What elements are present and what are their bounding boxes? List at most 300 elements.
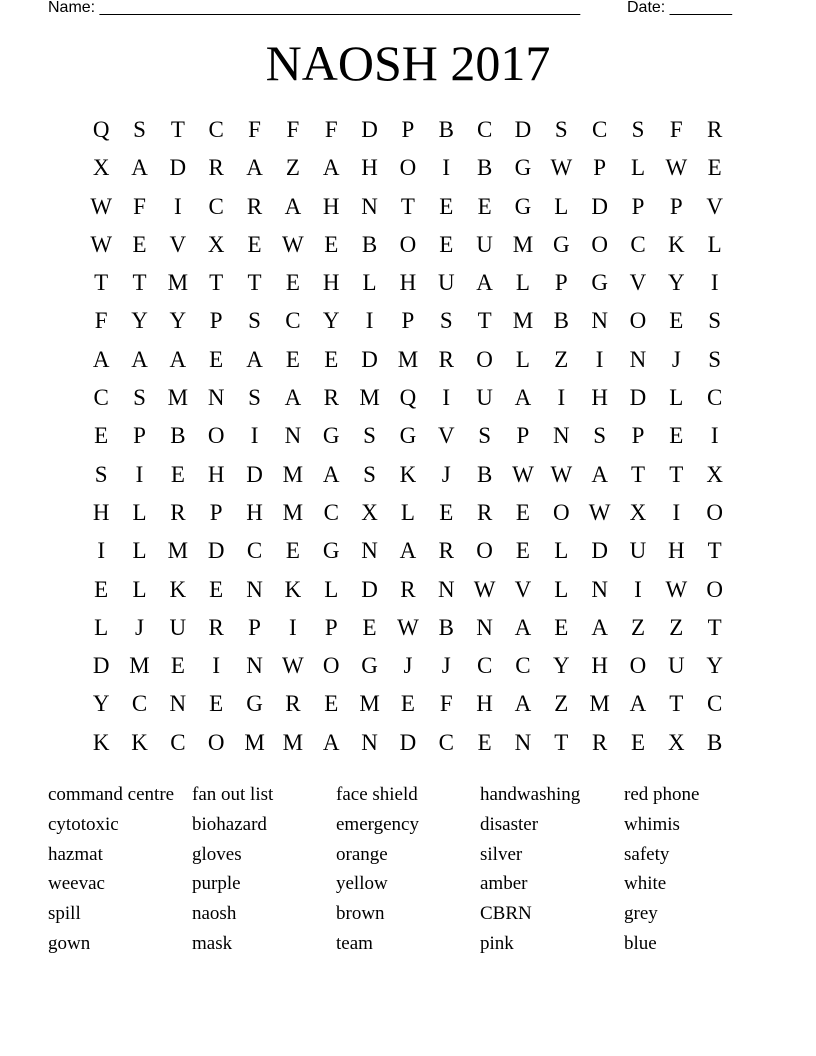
grid-letter: B bbox=[438, 117, 454, 142]
grid-letter: L bbox=[132, 499, 147, 525]
grid-letter: C bbox=[707, 385, 723, 411]
grid-letter: G bbox=[246, 691, 263, 717]
grid-letter: M bbox=[512, 308, 534, 334]
word-list-item: command centre bbox=[48, 784, 175, 805]
grid-row bbox=[82, 724, 734, 762]
grid-letter: N bbox=[361, 538, 378, 564]
grid-letter: F bbox=[439, 691, 453, 717]
grid-letter: L bbox=[94, 614, 109, 640]
grid-row bbox=[82, 188, 734, 226]
grid-letter: A bbox=[284, 385, 302, 411]
grid-letter: I bbox=[135, 461, 144, 487]
grid-letter: M bbox=[359, 385, 380, 411]
grid-letter: D bbox=[361, 117, 378, 142]
grid-letter: C bbox=[476, 117, 493, 142]
grid-letter: D bbox=[514, 117, 532, 142]
word-list-item: grey bbox=[624, 903, 658, 925]
grid-letter: H bbox=[92, 499, 110, 525]
grid-letter: P bbox=[209, 499, 223, 525]
grid-letter: R bbox=[208, 614, 224, 640]
grid-row bbox=[82, 302, 734, 340]
grid-letter: A bbox=[591, 614, 608, 640]
word-list-item: handwashing bbox=[480, 784, 581, 805]
grid-letter: J bbox=[671, 346, 681, 372]
grid-letter: P bbox=[209, 308, 223, 334]
grid-letter: C bbox=[323, 499, 339, 525]
grid-letter: E bbox=[170, 653, 185, 679]
grid-letter: C bbox=[208, 193, 224, 219]
grid-letter: S bbox=[708, 346, 722, 372]
grid-row bbox=[82, 571, 734, 609]
grid-letter: X bbox=[361, 499, 378, 525]
grid-letter: Z bbox=[554, 346, 569, 372]
grid-letter: F bbox=[133, 193, 146, 219]
grid-letter: T bbox=[209, 270, 224, 296]
grid-letter: Q bbox=[92, 117, 110, 142]
grid-letter: U bbox=[629, 538, 647, 564]
grid-letter: A bbox=[284, 193, 302, 219]
date-field: Date: _______ bbox=[627, 0, 732, 16]
grid-letter: E bbox=[324, 346, 339, 372]
grid-letter: E bbox=[400, 691, 415, 717]
grid-letter: S bbox=[248, 308, 261, 334]
grid-letter: T bbox=[132, 270, 147, 296]
grid-letter: C bbox=[476, 653, 493, 679]
grid-letter: R bbox=[285, 691, 301, 717]
grid-letter: S bbox=[708, 308, 722, 334]
grid-letter: R bbox=[400, 576, 416, 602]
grid-letter: N bbox=[246, 653, 263, 679]
grid-letter: V bbox=[629, 270, 647, 296]
grid-letter: T bbox=[707, 538, 722, 564]
grid-letter: V bbox=[514, 576, 532, 602]
word-list-item: CBRN bbox=[480, 903, 532, 925]
grid-letter: E bbox=[477, 729, 492, 755]
word-list-item: silver bbox=[480, 843, 523, 865]
grid-letter: L bbox=[669, 385, 684, 411]
grid-letter: W bbox=[282, 653, 304, 679]
grid-letter: S bbox=[631, 117, 645, 142]
grid-letter: E bbox=[439, 193, 454, 219]
grid-letter: O bbox=[207, 729, 225, 755]
grid-letter: J bbox=[441, 653, 451, 679]
grid-letter: G bbox=[552, 231, 570, 257]
grid-letter: C bbox=[93, 385, 109, 411]
word-list-item: purple bbox=[192, 873, 241, 895]
word-list-item: weevac bbox=[48, 873, 105, 895]
grid-letter: O bbox=[476, 538, 493, 564]
word-list-item: yellow bbox=[336, 873, 388, 895]
grid-letter: C bbox=[438, 729, 454, 755]
name-field: Name: ______________________________________________________ bbox=[48, 0, 581, 16]
grid-letter: N bbox=[361, 729, 378, 755]
grid-letter: Z bbox=[630, 614, 646, 640]
grid-letter: O bbox=[706, 576, 723, 602]
word-list bbox=[48, 780, 744, 959]
grid-letter: K bbox=[169, 576, 187, 602]
word-column bbox=[624, 780, 744, 959]
grid-letter: L bbox=[554, 576, 569, 602]
grid-letter: P bbox=[669, 193, 683, 219]
grid-letter: B bbox=[361, 231, 378, 257]
grid-letter: C bbox=[208, 117, 224, 142]
grid-letter: I bbox=[672, 499, 681, 525]
grid-letter: T bbox=[170, 117, 185, 142]
grid-letter: O bbox=[706, 499, 723, 525]
grid-letter: E bbox=[515, 499, 530, 525]
grid-letter: A bbox=[246, 155, 263, 181]
grid-letter: S bbox=[94, 461, 108, 487]
grid-letter: I bbox=[97, 538, 105, 564]
grid-letter: O bbox=[207, 423, 225, 449]
grid-letter: I bbox=[212, 653, 221, 679]
grid-row bbox=[82, 685, 734, 723]
grid-letter: E bbox=[362, 614, 377, 640]
grid-letter: M bbox=[359, 691, 380, 717]
grid-letter: I bbox=[710, 270, 719, 296]
grid-letter: B bbox=[476, 461, 493, 487]
grid-letter: A bbox=[322, 461, 340, 487]
grid-letter: E bbox=[132, 231, 147, 257]
grid-letter: K bbox=[92, 729, 110, 755]
grid-letter: M bbox=[282, 499, 304, 525]
word-list-item: biohazard bbox=[192, 813, 267, 835]
grid-letter: T bbox=[669, 461, 684, 487]
grid-letter: L bbox=[707, 231, 722, 257]
grid-letter: E bbox=[669, 308, 684, 334]
grid-letter: A bbox=[169, 346, 187, 372]
grid-letter: I bbox=[634, 576, 642, 602]
grid-letter: E bbox=[209, 691, 224, 717]
grid-letter: N bbox=[591, 308, 608, 334]
grid-letter: G bbox=[514, 193, 532, 219]
word-list-item: cytotoxic bbox=[48, 813, 119, 835]
grid-letter: S bbox=[554, 117, 568, 142]
grid-letter: N bbox=[552, 423, 570, 449]
grid-letter: E bbox=[285, 346, 300, 372]
word-list-item: white bbox=[624, 873, 667, 895]
grid-letter: Y bbox=[92, 691, 110, 717]
word-list-item: spill bbox=[48, 903, 81, 925]
grid-letter: G bbox=[591, 270, 608, 296]
grid-letter: P bbox=[631, 193, 645, 219]
word-list-item: whimis bbox=[624, 813, 680, 835]
grid-letter: E bbox=[477, 193, 492, 219]
grid-letter: G bbox=[399, 423, 417, 449]
grid-row bbox=[82, 532, 734, 570]
word-list-item: amber bbox=[480, 873, 528, 895]
grid-letter: K bbox=[284, 576, 302, 602]
grid-letter: P bbox=[248, 614, 261, 640]
grid-letter: G bbox=[322, 423, 340, 449]
grid-letter: P bbox=[401, 308, 415, 334]
grid-letter: P bbox=[401, 117, 415, 142]
grid-letter: E bbox=[209, 346, 224, 372]
word-list-item: face shield bbox=[336, 784, 418, 805]
grid-letter: X bbox=[706, 461, 723, 487]
grid-letter: T bbox=[400, 193, 415, 219]
grid-letter: U bbox=[668, 653, 685, 679]
grid-letter: M bbox=[244, 729, 265, 755]
grid-letter: R bbox=[438, 538, 454, 564]
grid-letter: N bbox=[246, 576, 263, 602]
grid-letter: T bbox=[630, 461, 646, 487]
grid-letter: C bbox=[630, 231, 646, 257]
word-list-item: gown bbox=[48, 932, 91, 954]
grid-letter: B bbox=[707, 729, 723, 755]
grid-letter: M bbox=[589, 691, 610, 717]
grid-letter: S bbox=[593, 423, 607, 449]
grid-letter: N bbox=[437, 576, 455, 602]
grid-letter: Y bbox=[706, 653, 723, 679]
grid-letter: E bbox=[285, 270, 300, 296]
grid-letter: M bbox=[129, 653, 150, 679]
grid-letter: R bbox=[591, 729, 608, 755]
grid-letter: H bbox=[322, 193, 340, 219]
page-title: NAOSH 2017 bbox=[265, 35, 551, 91]
grid-letter: H bbox=[322, 270, 340, 296]
grid-letter: P bbox=[133, 423, 146, 449]
grid-letter: D bbox=[169, 155, 187, 181]
grid-letter: V bbox=[706, 193, 723, 219]
grid-letter: Y bbox=[131, 308, 148, 334]
grid-letter: M bbox=[282, 729, 304, 755]
grid-letter: E bbox=[247, 231, 262, 257]
word-list-item: red phone bbox=[624, 784, 700, 805]
grid-letter: K bbox=[399, 461, 417, 487]
grid-letter: I bbox=[289, 614, 297, 640]
word-search-grid bbox=[82, 111, 734, 762]
grid-letter: A bbox=[246, 346, 263, 372]
grid-letter: C bbox=[170, 729, 186, 755]
word-list-item: orange bbox=[336, 843, 388, 865]
grid-letter: L bbox=[132, 538, 147, 564]
grid-letter: W bbox=[665, 155, 688, 181]
word-list-item: emergency bbox=[336, 813, 419, 835]
grid-letter: T bbox=[669, 691, 684, 717]
grid-letter: N bbox=[476, 614, 493, 640]
grid-letter: Y bbox=[668, 270, 685, 296]
grid-letter: L bbox=[362, 270, 377, 296]
grid-letter: X bbox=[207, 231, 225, 257]
grid-letter: R bbox=[476, 499, 493, 525]
grid-letter: S bbox=[478, 423, 491, 449]
grid-letter: V bbox=[169, 231, 187, 257]
grid-letter: D bbox=[361, 576, 378, 602]
grid-row bbox=[82, 226, 734, 264]
grid-letter: D bbox=[92, 653, 110, 679]
grid-letter: D bbox=[591, 193, 608, 219]
grid-letter: I bbox=[557, 385, 566, 411]
grid-letter: E bbox=[554, 614, 569, 640]
grid-letter: R bbox=[246, 193, 263, 219]
grid-letter: W bbox=[473, 576, 496, 602]
word-list-item: pink bbox=[480, 932, 514, 954]
grid-letter: R bbox=[323, 385, 339, 411]
grid-letter: A bbox=[476, 270, 493, 296]
grid-letter: Q bbox=[399, 385, 417, 411]
grid-letter: I bbox=[174, 193, 182, 219]
grid-letter: R bbox=[707, 117, 723, 142]
grid-letter: E bbox=[439, 499, 454, 525]
grid-letter: M bbox=[397, 346, 419, 372]
grid-letter: T bbox=[477, 308, 492, 334]
grid-letter: W bbox=[90, 231, 113, 257]
grid-letter: S bbox=[248, 385, 261, 411]
grid-letter: N bbox=[284, 423, 302, 449]
grid-letter: Y bbox=[322, 308, 340, 334]
grid-letter: I bbox=[442, 155, 451, 181]
grid-letter: E bbox=[285, 538, 300, 564]
grid-row bbox=[82, 417, 734, 455]
grid-letter: D bbox=[207, 538, 225, 564]
grid-letter: H bbox=[476, 691, 493, 717]
word-list-item: fan out list bbox=[192, 784, 274, 805]
word-column bbox=[480, 780, 624, 959]
grid-letter: E bbox=[324, 691, 339, 717]
grid-letter: D bbox=[246, 461, 263, 487]
grid-letter: I bbox=[365, 308, 374, 334]
grid-letter: D bbox=[591, 538, 608, 564]
grid-letter: N bbox=[514, 729, 532, 755]
grid-letter: L bbox=[554, 193, 569, 219]
grid-letter: S bbox=[439, 308, 453, 334]
grid-letter: L bbox=[400, 499, 415, 525]
grid-letter: G bbox=[514, 155, 532, 181]
grid-row bbox=[82, 647, 734, 685]
grid-letter: W bbox=[588, 499, 611, 525]
word-list-item: team bbox=[336, 932, 373, 954]
grid-letter: H bbox=[207, 461, 225, 487]
grid-letter: J bbox=[403, 653, 413, 679]
grid-letter: N bbox=[169, 691, 187, 717]
grid-letter: P bbox=[593, 155, 607, 181]
grid-letter: Y bbox=[552, 653, 570, 679]
grid-letter: C bbox=[246, 538, 263, 564]
grid-letter: K bbox=[131, 729, 148, 755]
grid-letter: F bbox=[286, 117, 300, 142]
grid-letter: A bbox=[131, 155, 148, 181]
grid-row bbox=[82, 609, 734, 647]
word-list-item: brown bbox=[336, 903, 385, 925]
grid-letter: V bbox=[437, 423, 455, 449]
grid-letter: P bbox=[516, 423, 530, 449]
grid-row bbox=[82, 494, 734, 532]
grid-letter: P bbox=[324, 614, 338, 640]
grid-row bbox=[82, 379, 734, 417]
grid-letter: L bbox=[515, 346, 530, 372]
grid-letter: H bbox=[668, 538, 685, 564]
grid-letter: E bbox=[707, 155, 722, 181]
grid-letter: H bbox=[399, 270, 417, 296]
grid-letter: T bbox=[94, 270, 109, 296]
grid-letter: N bbox=[207, 385, 225, 411]
grid-letter: H bbox=[246, 499, 263, 525]
grid-letter: E bbox=[515, 538, 530, 564]
grid-letter: W bbox=[512, 461, 534, 487]
grid-letter: W bbox=[550, 461, 573, 487]
grid-letter: X bbox=[668, 729, 685, 755]
grid-row bbox=[82, 149, 734, 187]
grid-letter: Z bbox=[669, 614, 684, 640]
word-list-item: disaster bbox=[480, 813, 539, 835]
grid-letter: O bbox=[399, 155, 417, 181]
grid-letter: A bbox=[322, 729, 340, 755]
grid-letter: I bbox=[595, 346, 604, 372]
grid-row bbox=[82, 111, 734, 149]
grid-letter: E bbox=[94, 423, 109, 449]
grid-letter: W bbox=[397, 614, 419, 640]
grid-letter: B bbox=[438, 614, 454, 640]
grid-letter: W bbox=[90, 193, 113, 219]
grid-letter: B bbox=[553, 308, 569, 334]
grid-letter: E bbox=[170, 461, 185, 487]
grid-letter: W bbox=[282, 231, 304, 257]
grid-letter: E bbox=[324, 231, 339, 257]
grid-letter: U bbox=[476, 231, 493, 257]
grid-letter: T bbox=[554, 729, 569, 755]
grid-letter: L bbox=[515, 270, 530, 296]
grid-letter: I bbox=[710, 423, 719, 449]
grid-letter: C bbox=[285, 308, 301, 334]
grid-letter: C bbox=[515, 653, 531, 679]
grid-letter: L bbox=[630, 155, 646, 181]
grid-letter: R bbox=[208, 155, 224, 181]
grid-letter: J bbox=[441, 461, 451, 487]
grid-letter: E bbox=[94, 576, 109, 602]
grid-letter: S bbox=[133, 117, 146, 142]
grid-letter: O bbox=[629, 653, 647, 679]
word-column bbox=[48, 780, 192, 959]
grid-letter: I bbox=[442, 385, 451, 411]
grid-letter: P bbox=[631, 423, 645, 449]
grid-letter: S bbox=[363, 461, 376, 487]
grid-letter: X bbox=[629, 499, 647, 525]
grid-letter: A bbox=[514, 385, 532, 411]
word-column bbox=[192, 780, 336, 959]
grid-letter: S bbox=[363, 423, 376, 449]
grid-letter: O bbox=[591, 231, 608, 257]
grid-row bbox=[82, 341, 734, 379]
grid-letter: A bbox=[131, 346, 148, 372]
grid-letter: W bbox=[550, 155, 573, 181]
grid-letter: B bbox=[476, 155, 493, 181]
grid-letter: U bbox=[169, 614, 187, 640]
grid-letter: U bbox=[437, 270, 455, 296]
grid-letter: A bbox=[629, 691, 647, 717]
grid-letter: B bbox=[170, 423, 186, 449]
grid-letter: M bbox=[167, 538, 189, 564]
word-list-item: mask bbox=[192, 932, 233, 954]
grid-letter: O bbox=[476, 346, 493, 372]
grid-letter: N bbox=[629, 346, 647, 372]
grid-letter: A bbox=[92, 346, 110, 372]
grid-row bbox=[82, 456, 734, 494]
grid-letter: H bbox=[591, 653, 608, 679]
grid-letter: T bbox=[707, 614, 722, 640]
grid-letter: O bbox=[399, 231, 417, 257]
grid-letter: A bbox=[399, 538, 417, 564]
grid-letter: M bbox=[282, 461, 304, 487]
grid-letter: P bbox=[554, 270, 568, 296]
grid-letter: R bbox=[438, 346, 454, 372]
grid-letter: L bbox=[554, 538, 569, 564]
word-list-item: naosh bbox=[192, 903, 237, 925]
grid-letter: X bbox=[92, 155, 110, 181]
grid-letter: S bbox=[133, 385, 146, 411]
grid-letter: D bbox=[399, 729, 417, 755]
grid-letter: O bbox=[322, 653, 340, 679]
